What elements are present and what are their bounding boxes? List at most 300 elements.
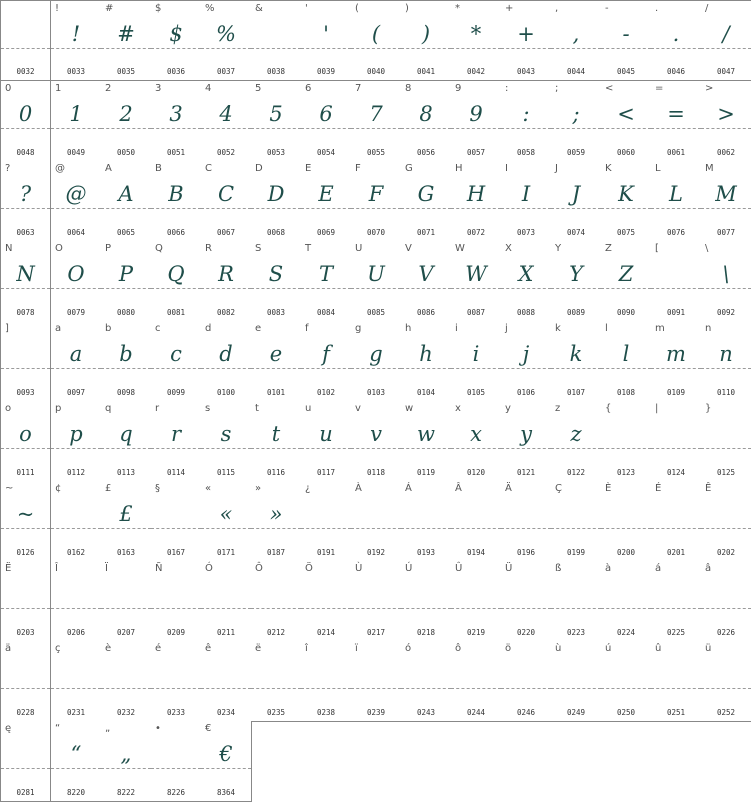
baseline-guide bbox=[101, 368, 151, 369]
glyph-cell bbox=[101, 721, 152, 802]
font-glyph-sample: ? bbox=[19, 182, 32, 206]
baseline-guide bbox=[501, 608, 551, 609]
glyph-cell bbox=[651, 401, 702, 482]
baseline-guide bbox=[501, 688, 551, 689]
reference-character: ' bbox=[305, 3, 308, 14]
reference-character: 6 bbox=[305, 83, 312, 94]
glyph-cell bbox=[101, 0, 152, 81]
reference-character: Ü bbox=[505, 563, 513, 574]
reference-character: ê bbox=[205, 643, 212, 654]
baseline-guide bbox=[51, 768, 101, 769]
baseline-guide bbox=[151, 768, 201, 769]
reference-character: U bbox=[355, 243, 363, 254]
character-code: 0093 bbox=[16, 388, 35, 397]
glyph-cell bbox=[201, 401, 252, 482]
reference-character: t bbox=[255, 403, 259, 414]
reference-character: d bbox=[205, 323, 212, 334]
glyph-cell bbox=[0, 81, 51, 162]
character-code: 0109 bbox=[666, 388, 686, 397]
font-glyph-sample: i bbox=[472, 342, 480, 366]
character-code: 0072 bbox=[466, 228, 486, 237]
reference-character: ¢ bbox=[55, 483, 62, 494]
glyph-cell bbox=[501, 161, 552, 242]
character-code: 0249 bbox=[566, 708, 586, 717]
baseline-guide bbox=[101, 208, 151, 209]
reference-character: z bbox=[555, 403, 561, 414]
reference-character: 4 bbox=[205, 83, 212, 94]
reference-character: ù bbox=[555, 643, 562, 654]
glyph-cell bbox=[351, 481, 402, 562]
baseline-guide bbox=[251, 208, 301, 209]
glyph-cell bbox=[601, 161, 652, 242]
font-glyph-sample: 3 bbox=[169, 102, 183, 126]
reference-character: ę bbox=[5, 723, 12, 734]
baseline-guide bbox=[701, 288, 751, 289]
character-code: 0088 bbox=[516, 308, 536, 317]
glyph-cell bbox=[0, 481, 51, 562]
glyph-cell bbox=[451, 161, 502, 242]
baseline-guide bbox=[651, 608, 701, 609]
reference-character: Ô bbox=[255, 563, 263, 574]
reference-character: ] bbox=[5, 323, 9, 334]
baseline-guide bbox=[151, 288, 201, 289]
baseline-guide bbox=[1, 128, 50, 129]
baseline-guide bbox=[101, 448, 151, 449]
character-code: 0251 bbox=[666, 708, 686, 717]
character-code: 0125 bbox=[716, 468, 736, 477]
font-glyph-sample: X bbox=[518, 262, 534, 286]
glyph-cell bbox=[51, 161, 102, 242]
character-code: 0040 bbox=[366, 67, 386, 76]
font-glyph-sample: m bbox=[666, 342, 686, 366]
glyph-cell bbox=[101, 641, 152, 722]
reference-character: Z bbox=[605, 243, 612, 254]
character-code: 0105 bbox=[466, 388, 486, 397]
baseline-guide bbox=[501, 208, 551, 209]
glyph-cell bbox=[501, 0, 552, 81]
font-glyph-sample: ) bbox=[421, 22, 431, 46]
reference-character: ü bbox=[705, 643, 712, 654]
reference-character: p bbox=[55, 403, 62, 414]
font-glyph-sample: Q bbox=[167, 262, 185, 286]
character-code: 0089 bbox=[566, 308, 586, 317]
reference-character: ! bbox=[55, 3, 60, 14]
glyph-cell bbox=[501, 641, 552, 722]
glyph-cell bbox=[401, 81, 452, 162]
character-code: 0281 bbox=[16, 788, 35, 797]
baseline-guide bbox=[301, 288, 351, 289]
character-code: 8222 bbox=[116, 788, 136, 797]
glyph-cell bbox=[0, 401, 51, 482]
reference-character: Ë bbox=[5, 563, 12, 574]
font-glyph-sample: 2 bbox=[119, 102, 133, 126]
baseline-guide bbox=[101, 48, 151, 49]
glyph-cell bbox=[51, 561, 102, 642]
reference-character: - bbox=[605, 3, 609, 14]
baseline-guide bbox=[351, 448, 401, 449]
baseline-guide bbox=[301, 448, 351, 449]
baseline-guide bbox=[451, 288, 501, 289]
glyph-cell bbox=[101, 481, 152, 562]
baseline-guide bbox=[451, 448, 501, 449]
character-code: 0111 bbox=[16, 468, 35, 477]
baseline-guide bbox=[701, 368, 751, 369]
character-code: 0110 bbox=[716, 388, 736, 397]
baseline-guide bbox=[651, 288, 701, 289]
character-code: 0033 bbox=[66, 67, 86, 76]
character-code: 0106 bbox=[516, 388, 536, 397]
character-code: 0191 bbox=[316, 548, 336, 557]
reference-character: i bbox=[455, 323, 458, 334]
character-code: 0199 bbox=[566, 548, 586, 557]
character-code: 0202 bbox=[716, 548, 736, 557]
reference-character: e bbox=[255, 323, 262, 334]
glyph-cell bbox=[101, 561, 152, 642]
reference-character: B bbox=[155, 163, 162, 174]
reference-character: < bbox=[605, 83, 614, 94]
baseline-guide bbox=[701, 208, 751, 209]
baseline-guide bbox=[601, 448, 651, 449]
character-code: 0041 bbox=[416, 67, 436, 76]
glyph-cell bbox=[551, 0, 602, 81]
glyph-cell bbox=[451, 481, 502, 562]
character-code: 0042 bbox=[466, 67, 486, 76]
font-glyph-sample: h bbox=[419, 342, 433, 366]
reference-character: & bbox=[255, 3, 263, 14]
character-code: 0053 bbox=[266, 148, 286, 157]
font-glyph-sample: k bbox=[569, 342, 583, 366]
font-glyph-sample: y bbox=[520, 422, 532, 446]
glyph-cell bbox=[151, 81, 202, 162]
font-glyph-sample: ( bbox=[371, 22, 381, 46]
reference-character: € bbox=[205, 723, 212, 734]
character-code: 0039 bbox=[316, 67, 336, 76]
reference-character: Ù bbox=[355, 563, 363, 574]
baseline-guide bbox=[1, 528, 50, 529]
baseline-guide bbox=[651, 528, 701, 529]
font-glyph-sample: 9 bbox=[469, 102, 483, 126]
character-code: 0037 bbox=[216, 67, 236, 76]
character-code: 0057 bbox=[466, 148, 486, 157]
baseline-guide bbox=[151, 128, 201, 129]
reference-character: r bbox=[155, 403, 160, 414]
glyph-cell bbox=[601, 401, 652, 482]
baseline-guide bbox=[551, 448, 601, 449]
glyph-cell bbox=[151, 561, 202, 642]
font-glyph-sample: w bbox=[417, 422, 435, 446]
character-code: 0117 bbox=[316, 468, 336, 477]
character-code: 0077 bbox=[716, 228, 736, 237]
baseline-guide bbox=[551, 608, 601, 609]
font-glyph-sample: L bbox=[669, 182, 683, 206]
reference-character: m bbox=[655, 323, 665, 334]
baseline-guide bbox=[351, 528, 401, 529]
baseline-guide bbox=[301, 608, 351, 609]
glyph-cell bbox=[101, 81, 152, 162]
character-code: 0120 bbox=[466, 468, 486, 477]
font-glyph-sample: V bbox=[418, 262, 434, 286]
glyph-cell bbox=[201, 161, 252, 242]
font-glyph-sample: f bbox=[322, 342, 330, 366]
character-code: 0238 bbox=[316, 708, 336, 717]
baseline-guide bbox=[151, 448, 201, 449]
reference-character: ú bbox=[605, 643, 612, 654]
baseline-guide bbox=[601, 208, 651, 209]
character-code: 8220 bbox=[66, 788, 86, 797]
font-glyph-sample: > bbox=[717, 102, 735, 126]
reference-character: é bbox=[155, 643, 162, 654]
character-code: 0209 bbox=[166, 628, 186, 637]
character-code: 0036 bbox=[166, 67, 186, 76]
reference-character: Û bbox=[455, 563, 463, 574]
character-code: 0056 bbox=[416, 148, 436, 157]
reference-character: C bbox=[205, 163, 212, 174]
baseline-guide bbox=[501, 448, 551, 449]
glyph-cell bbox=[501, 241, 552, 322]
glyph-cell bbox=[451, 401, 502, 482]
character-code: 0194 bbox=[466, 548, 486, 557]
character-code: 0119 bbox=[416, 468, 436, 477]
font-glyph-sample: / bbox=[722, 22, 730, 46]
character-code: 0038 bbox=[266, 67, 286, 76]
glyph-cell bbox=[51, 401, 102, 482]
glyph-cell bbox=[201, 241, 252, 322]
character-code: 0108 bbox=[616, 388, 636, 397]
glyph-cell bbox=[601, 321, 652, 402]
baseline-guide bbox=[251, 528, 301, 529]
character-code: 0055 bbox=[366, 148, 386, 157]
character-code: 0101 bbox=[266, 388, 286, 397]
reference-character: * bbox=[455, 3, 460, 14]
reference-character: ó bbox=[405, 643, 412, 654]
baseline-guide bbox=[251, 608, 301, 609]
character-code: 0076 bbox=[666, 228, 686, 237]
baseline-guide bbox=[251, 128, 301, 129]
character-code: 0233 bbox=[166, 708, 186, 717]
baseline-guide bbox=[101, 608, 151, 609]
character-code: 0203 bbox=[16, 628, 35, 637]
character-code: 0207 bbox=[116, 628, 136, 637]
glyph-cell bbox=[0, 321, 51, 402]
glyph-cell bbox=[551, 81, 602, 162]
reference-character: a bbox=[55, 323, 62, 334]
baseline-guide bbox=[601, 128, 651, 129]
font-glyph-sample: . bbox=[672, 22, 680, 46]
glyph-cell bbox=[701, 0, 751, 81]
font-glyph-sample: O bbox=[67, 262, 85, 286]
glyph-cell bbox=[251, 81, 302, 162]
character-code: 0231 bbox=[66, 708, 86, 717]
character-code: 0081 bbox=[166, 308, 186, 317]
font-glyph-sample: ; bbox=[572, 102, 580, 126]
character-code: 0118 bbox=[366, 468, 386, 477]
reference-character: 5 bbox=[255, 83, 262, 94]
baseline-guide bbox=[51, 528, 101, 529]
reference-character: \ bbox=[705, 243, 709, 254]
reference-character: û bbox=[655, 643, 662, 654]
glyph-cell bbox=[251, 0, 302, 81]
glyph-cell bbox=[601, 561, 652, 642]
character-code: 0050 bbox=[116, 148, 136, 157]
character-code: 0211 bbox=[216, 628, 236, 637]
baseline-guide bbox=[201, 128, 251, 129]
character-code: 0070 bbox=[366, 228, 386, 237]
font-glyph-sample: $ bbox=[169, 22, 183, 46]
character-code: 0066 bbox=[166, 228, 186, 237]
reference-character: 2 bbox=[105, 83, 112, 94]
character-code: 0071 bbox=[416, 228, 436, 237]
baseline-guide bbox=[451, 528, 501, 529]
baseline-guide bbox=[1, 368, 50, 369]
reference-character: è bbox=[105, 643, 112, 654]
glyph-cell bbox=[0, 721, 51, 802]
font-glyph-sample: , bbox=[572, 22, 580, 46]
glyph-cell bbox=[401, 481, 452, 562]
font-glyph-sample: 0 bbox=[18, 102, 33, 126]
glyph-cell bbox=[451, 561, 502, 642]
character-code: 0193 bbox=[416, 548, 436, 557]
reference-character: F bbox=[355, 163, 361, 174]
glyph-cell bbox=[51, 241, 102, 322]
character-code: 0226 bbox=[716, 628, 736, 637]
font-glyph-sample: : bbox=[522, 102, 530, 126]
character-code: 0250 bbox=[616, 708, 636, 717]
glyph-cell bbox=[601, 241, 652, 322]
character-code: 8364 bbox=[216, 788, 236, 797]
reference-character: D bbox=[255, 163, 263, 174]
character-code: 0219 bbox=[466, 628, 486, 637]
font-glyph-sample: 7 bbox=[369, 102, 383, 126]
reference-character: Î bbox=[55, 563, 58, 574]
font-glyph-sample: 5 bbox=[269, 102, 283, 126]
character-code: 0103 bbox=[366, 388, 386, 397]
glyph-cell bbox=[351, 561, 402, 642]
baseline-guide bbox=[501, 128, 551, 129]
baseline-guide bbox=[51, 128, 101, 129]
baseline-guide bbox=[151, 368, 201, 369]
glyph-cell bbox=[301, 321, 352, 402]
font-glyph-sample: D bbox=[267, 182, 285, 206]
baseline-guide bbox=[1, 208, 50, 209]
reference-character: ( bbox=[355, 3, 359, 14]
glyph-cell bbox=[401, 561, 452, 642]
glyph-cell bbox=[651, 81, 702, 162]
baseline-guide bbox=[201, 288, 251, 289]
font-glyph-sample: J bbox=[571, 182, 581, 206]
font-glyph-sample: W bbox=[465, 262, 487, 286]
glyph-cell bbox=[551, 321, 602, 402]
baseline-guide bbox=[251, 368, 301, 369]
character-code: 0206 bbox=[66, 628, 86, 637]
glyph-cell bbox=[301, 241, 352, 322]
baseline-guide bbox=[201, 448, 251, 449]
character-code: 0058 bbox=[516, 148, 536, 157]
font-glyph-sample: ! bbox=[71, 22, 81, 46]
baseline-guide bbox=[451, 208, 501, 209]
reference-character: 1 bbox=[55, 83, 62, 94]
character-code: 0063 bbox=[16, 228, 35, 237]
baseline-guide bbox=[601, 368, 651, 369]
baseline-guide bbox=[501, 288, 551, 289]
glyph-cell bbox=[201, 321, 252, 402]
character-code: 0097 bbox=[66, 388, 86, 397]
character-code: 0051 bbox=[166, 148, 186, 157]
character-code: 0235 bbox=[266, 708, 286, 717]
character-code: 0214 bbox=[316, 628, 336, 637]
reference-character: ô bbox=[455, 643, 462, 654]
character-code: 0200 bbox=[616, 548, 636, 557]
glyph-cell bbox=[51, 321, 102, 402]
baseline-guide bbox=[401, 608, 451, 609]
font-glyph-sample: z bbox=[570, 422, 582, 446]
character-code: 0044 bbox=[566, 67, 586, 76]
font-glyph-sample: ' bbox=[323, 22, 329, 46]
character-code: 0192 bbox=[366, 548, 386, 557]
reference-character: 7 bbox=[355, 83, 362, 94]
baseline-guide bbox=[201, 208, 251, 209]
baseline-guide bbox=[151, 48, 201, 49]
character-code: 0232 bbox=[116, 708, 136, 717]
baseline-guide bbox=[451, 688, 501, 689]
glyph-cell bbox=[0, 641, 51, 722]
character-code: 0079 bbox=[66, 308, 86, 317]
character-code: 0032 bbox=[16, 67, 35, 76]
font-glyph-sample: = bbox=[667, 102, 685, 126]
character-code: 0099 bbox=[166, 388, 186, 397]
character-code: 0104 bbox=[416, 388, 436, 397]
reference-character: k bbox=[555, 323, 561, 334]
character-code: 0113 bbox=[116, 468, 136, 477]
baseline-guide bbox=[701, 688, 751, 689]
glyph-cell bbox=[151, 641, 202, 722]
character-code: 0073 bbox=[516, 228, 536, 237]
baseline-guide bbox=[651, 448, 701, 449]
glyph-cell bbox=[301, 401, 352, 482]
reference-character: T bbox=[305, 243, 312, 254]
glyph-cell bbox=[251, 401, 302, 482]
font-glyph-sample: ~ bbox=[16, 502, 35, 526]
glyph-cell bbox=[451, 0, 502, 81]
glyph-cell bbox=[451, 81, 502, 162]
baseline-guide bbox=[401, 128, 451, 129]
baseline-guide bbox=[51, 368, 101, 369]
font-glyph-sample: l bbox=[622, 342, 630, 366]
baseline-guide bbox=[701, 48, 751, 49]
font-glyph-sample: \ bbox=[722, 262, 730, 286]
reference-character: » bbox=[255, 483, 262, 494]
reference-character: ï bbox=[355, 643, 358, 654]
baseline-guide bbox=[201, 688, 251, 689]
font-glyph-sample: e bbox=[269, 342, 283, 366]
character-code: 0061 bbox=[666, 148, 686, 157]
character-code: 0234 bbox=[216, 708, 236, 717]
baseline-guide bbox=[701, 528, 751, 529]
character-code: 0102 bbox=[316, 388, 336, 397]
glyph-cell bbox=[651, 241, 702, 322]
glyph-cell bbox=[251, 481, 302, 562]
font-glyph-sample: » bbox=[269, 502, 283, 526]
reference-character: 0 bbox=[5, 83, 12, 94]
reference-character: M bbox=[705, 163, 714, 174]
glyph-cell bbox=[701, 241, 751, 322]
character-code: 0187 bbox=[266, 548, 286, 557]
baseline-guide bbox=[201, 48, 251, 49]
glyph-cell bbox=[0, 0, 51, 81]
baseline-guide bbox=[501, 48, 551, 49]
reference-character: Ö bbox=[305, 563, 313, 574]
font-glyph-sample: 6 bbox=[319, 102, 333, 126]
reference-character: À bbox=[355, 483, 362, 494]
